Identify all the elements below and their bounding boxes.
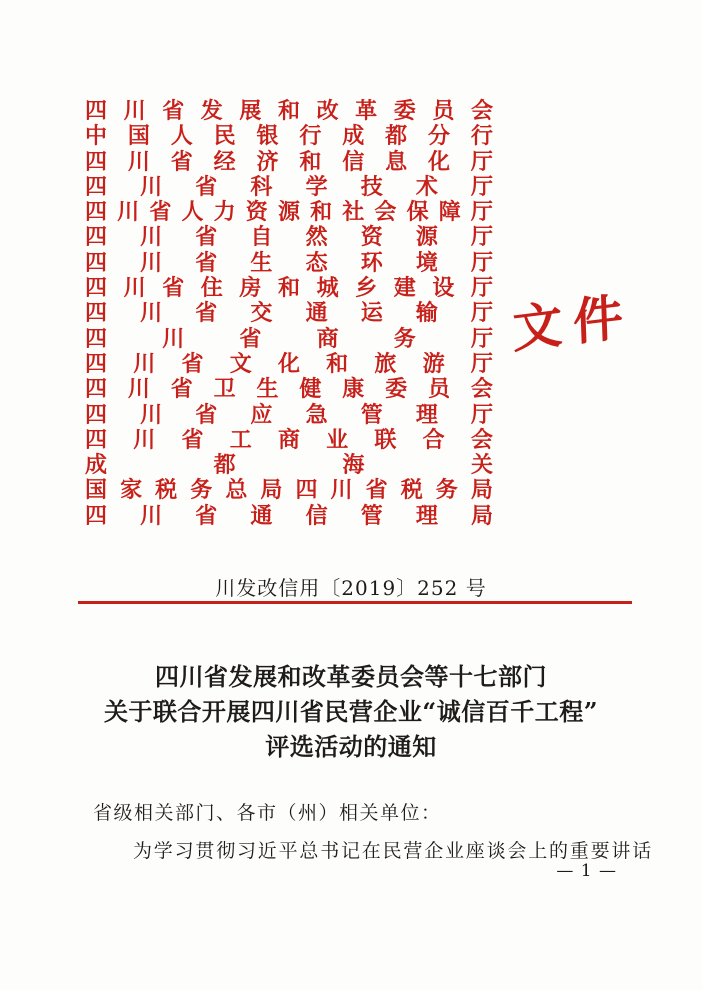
agency-line: 四 川 省 应 急 管 理 厅 (85, 401, 493, 428)
agency-line: 国 家 税 务 总 局 四 川 省 税 务 局 (85, 477, 493, 504)
document-title (0, 659, 702, 764)
agency-line: 四 川 省 自 然 资 源 厅 (85, 224, 493, 251)
agency-line: 四 川 省 商 务 厅 (85, 325, 493, 352)
agency-line: 四 川 省 科 学 技 术 厅 (85, 173, 493, 200)
red-document-stamp-label: 文件 (511, 285, 635, 360)
red-divider-line (78, 601, 632, 604)
agency-line: 中 国 人 民 银 行 成 都 分 行 (85, 123, 493, 150)
agency-line: 四 川 省 人 力 资 源 和 社 会 保 障 厅 (85, 199, 493, 226)
title-line-3: 评选活动的通知 (265, 732, 437, 761)
agency-line: 四 川 省 交 通 运 输 厅 (85, 300, 493, 327)
agency-line: 四 川 省 住 房 和 城 乡 建 设 厅 (85, 275, 493, 302)
agency-line: 四 川 省 生 态 环 境 厅 (85, 249, 493, 276)
title-line-2: 关于联合开展四川省民营企业“诚信百千工程” (103, 697, 599, 726)
agency-line: 四 川 省 通 信 管 理 局 (85, 502, 493, 529)
body-paragraph-first-line: 为学习贯彻习近平总书记在民营企业座谈会上的重要讲话 (133, 840, 654, 862)
agency-line: 四 川 省 经 济 和 信 息 化 厅 (85, 148, 493, 175)
document-reference-number: 川发改信用〔2019〕252 号 (215, 576, 487, 600)
agency-line: 成 都 海 关 (85, 452, 493, 479)
agency-line: 四 川 省 卫 生 健 康 委 员 会 (85, 376, 493, 403)
title-line-1: 四川省发展和改革委员会等十七部门 (155, 662, 547, 691)
page-number: — 1 — (556, 861, 617, 881)
salutation-line: 省级相关部门、各市（州）相关单位： (93, 802, 442, 824)
agency-line: 四 川 省 工 商 业 联 合 会 (85, 426, 493, 453)
agency-line: 四 川 省 文 化 和 旅 游 厅 (85, 350, 493, 377)
agency-list (85, 99, 493, 529)
agency-line: 四 川 省 发 展 和 改 革 委 员 会 (85, 98, 493, 124)
